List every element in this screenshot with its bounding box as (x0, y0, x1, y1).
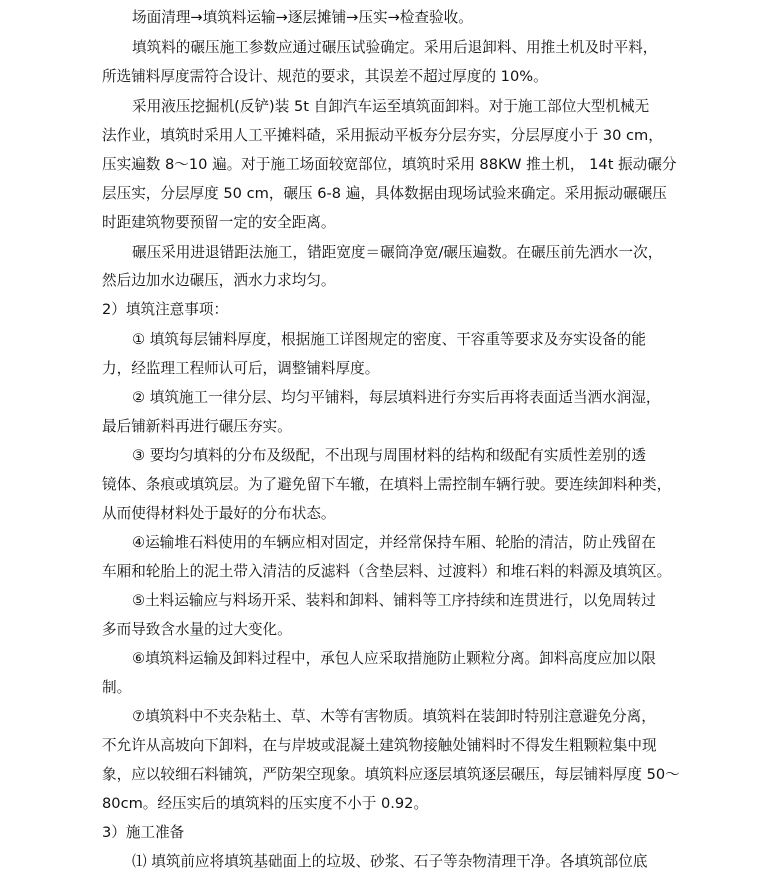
text-line: ③ 要均匀填料的分布及级配，不出现与周围材料的结构和级配有实质性差别的透 (132, 447, 646, 464)
section-heading: 3）施工准备 (102, 824, 185, 841)
text-line: 力，经监理工程师认可后，调整铺料厚度。 (102, 360, 380, 377)
text-line: ⑥填筑料运输及卸料过程中，承包人应采取措施防止颗粒分离。卸料高度应加以限 (132, 650, 656, 667)
text-line: ⑦填筑料中不夹杂粘土、草、木等有害物质。填筑料在装卸时特别注意避免分离， (132, 708, 656, 725)
text-line: ⑴ 填筑前应将填筑基础面上的垃圾、砂浆、石子等杂物清理干净。各填筑部位底 (132, 853, 648, 870)
text-line: 时距建筑物要预留一定的安全距离。 (102, 214, 336, 231)
text-line: ④运输堆石料使用的车辆应相对固定，并经常保持车厢、轮胎的清洁，防止残留在 (132, 534, 656, 551)
text-line: ② 填筑施工一律分层、均匀平铺料，每层填料进行夯实后再将表面适当洒水润湿， (132, 389, 661, 406)
text-line: ⑤土料运输应与料场开采、装料和卸料、铺料等工序持续和连贯进行，以免周转过 (132, 592, 656, 609)
text-line: 所选铺料厚度需符合设计、规范的要求，其误差不超过厚度的 10%。 (102, 68, 548, 85)
text-line: 填筑料的碾压施工参数应通过碾压试验确定。采用后退卸料、用推土机及时平料， (132, 39, 658, 56)
text-line: 80cm。经压实后的填筑料的压实度不小于 0.92。 (102, 795, 429, 812)
text-line: 最后铺新料再进行碾压夯实。 (102, 418, 292, 435)
text-line: 车厢和轮胎上的泥土带入清洁的反滤料（含垫层料、过渡料）和堆石料的料源及填筑区。 (102, 563, 672, 580)
text-line: 不允许从高坡向下卸料，在与岸坡或混凝土建筑物接触处铺料时不得发生粗颗粒集中现 (102, 737, 657, 754)
text-line: 碾压采用进退错距法施工，错距宽度＝碾筒净宽/碾压遍数。在碾压前先洒水一次， (132, 244, 663, 261)
text-line: 压实遍数 8～10 遍。对于施工场面较宽部位，填筑时采用 88KW 推土机， 14t 振动碾分 (102, 156, 677, 173)
text-line: 法作业，填筑时采用人工平摊料碴，采用振动平板夯分层夯实，分层厚度小于 30 cm， (102, 127, 663, 144)
text-line: 多而导致含水量的过大变化。 (102, 621, 292, 638)
text-line: 采用液压挖掘机(反铲)装 5t 自卸汽车运至填筑面卸料。对于施工部位大型机械无 (132, 98, 650, 115)
text-line: 从而使得材料处于最好的分布状态。 (102, 505, 336, 522)
text-line: 镜体、条痕或填筑层。为了避免留下车辙，在填料上需控制车辆行驶。要连续卸料种类， (102, 476, 672, 493)
text-line: 制。 (102, 679, 132, 696)
text-line: 然后边加水边碾压，洒水力求均匀。 (102, 272, 336, 289)
text-line: 场面清理→填筑料运输→逐层摊铺→压实→检查验收。 (132, 9, 473, 26)
text-line: 象，应以较细石料铺筑，严防架空现象。填筑料应逐层填筑逐层碾压，每层铺料厚度 50～ (102, 766, 680, 783)
text-line: ① 填筑每层铺料厚度，根据施工详图规定的密度、干容重等要求及夯实设备的能 (132, 331, 646, 348)
text-line: 层压实，分层厚度 50 cm，碾压 6-8 遍，具体数据由现场试验来确定。采用振动碾碾压 (102, 185, 667, 202)
section-heading: 2）填筑注意事项： (102, 301, 229, 318)
